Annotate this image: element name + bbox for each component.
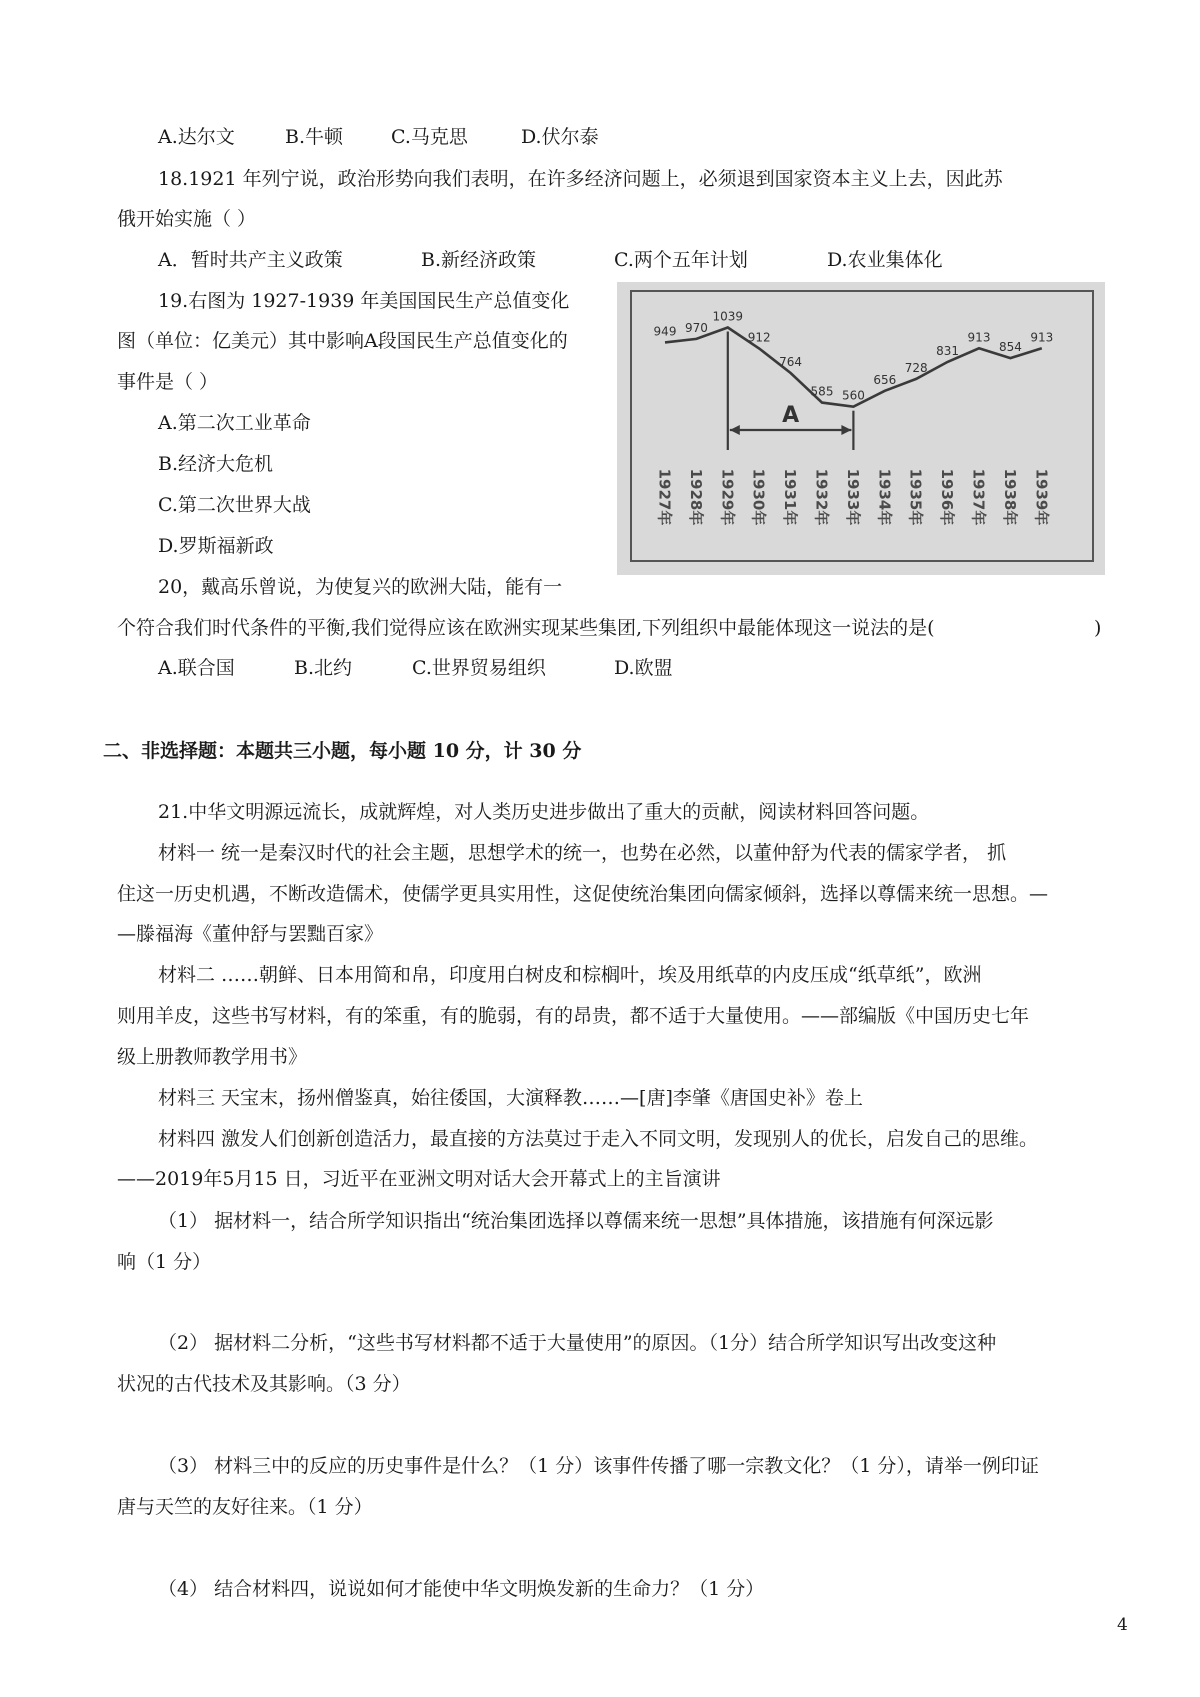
x-tick-label-9: 1936年: [938, 468, 957, 526]
data-label-2: 1039: [712, 309, 744, 324]
q20-stem-line1: 20，戴高乐曾说，为使复兴的欧洲大陆，能有一: [158, 576, 563, 598]
range-arrow-head-left: [730, 425, 740, 435]
q20-stem-line2: 个符合我们时代条件的平衡,我们觉得应该在欧洲实现某些集团,下列组织中最能体现这一说法的是(: [117, 617, 935, 639]
q18-stem-line2: 俄开始实施（ ）: [117, 208, 257, 230]
q21-material4-line1: 材料四 激发人们创新创造活力，最直接的方法莫过于走入不同文明，发现别人的优长，启发自己的思维。: [158, 1128, 1039, 1150]
q18-option-c: C.两个五年计划: [614, 249, 748, 271]
q21-material2-line1: 材料二 ……朝鲜、日本用简和帛，印度用白树皮和棕榈叶，埃及用纸草的内皮压成“纸草纸”，欧洲: [158, 964, 982, 986]
q21-subq2-line2: 状况的古代技术及其影响。（3 分）: [117, 1373, 411, 1395]
data-label-5: 585: [810, 384, 834, 399]
x-tick-label-8: 1935年: [906, 468, 925, 526]
q21-material1-line2: 住这一历史机遇，不断改造儒术，使儒学更具实用性，这促使统治集团向儒家倾斜，选择以尊儒来统一思想。—: [117, 883, 1049, 905]
q17-option-a: A.达尔文: [158, 126, 235, 148]
x-tick-label-6: 1933年: [843, 468, 862, 526]
data-label-10: 913: [967, 330, 991, 345]
x-tick-label-10: 1937年: [969, 468, 988, 526]
q21-material2-line2: 则用羊皮，这些书写材料，有的笨重，有的脆弱，有的昂贵，都不适于大量使用。——部编版《中国历史七年: [117, 1005, 1030, 1027]
q21-material1-line1: 材料一 统一是秦汉时代的社会主题，思想学术的统一，也势在必然，以董仲舒为代表的儒家学者， 抓: [158, 842, 1007, 864]
data-label-6: 560: [841, 388, 865, 403]
q20-option-a: A.联合国: [158, 657, 235, 679]
data-label-12: 913: [1030, 330, 1054, 345]
q21-subq3-line1: （3） 材料三中的反应的历史事件是什么？（1 分）该事件传播了哪一宗教文化？（1 分），请举一例印证: [158, 1455, 1039, 1477]
q19-option-b: B.经济大危机: [158, 453, 274, 475]
x-tick-label-0: 1927年: [655, 468, 674, 526]
data-label-11: 854: [998, 340, 1022, 355]
data-label-0: 949: [653, 324, 677, 339]
q18-stem-line1: 18.1921 年列宁说，政治形势向我们表明，在许多经济问题上，必须退到国家资本主义上去，因此苏: [158, 168, 1003, 190]
q21-subq1-line1: （1） 据材料一，结合所学知识指出“统治集团选择以尊儒来统一思想”具体措施，该措施有何深远影: [158, 1210, 994, 1232]
section2-heading: 二、非选择题：本题共三小题，每小题 10 分，计 30 分: [103, 740, 582, 762]
q21-subq2-line1: （2） 据材料二分析，“这些书写材料都不适于大量使用”的原因。（1分）结合所学知识写出改变这种: [158, 1332, 997, 1354]
q20-option-c: C.世界贸易组织: [412, 657, 546, 679]
q17-option-c: C.马克思: [391, 126, 468, 148]
q18-option-d: D.农业集体化: [827, 249, 943, 271]
x-tick-label-1: 1928年: [686, 468, 705, 526]
q20-option-d: D.欧盟: [614, 657, 673, 679]
data-label-9: 831: [936, 343, 960, 358]
q19-stem-line2: 图（单位：亿美元）其中影响A段国民生产总值变化的: [117, 330, 568, 352]
range-arrow-head-right: [841, 425, 851, 435]
q18-option-a: A．暂时共产主义政策: [158, 249, 343, 271]
x-tick-label-7: 1934年: [875, 468, 894, 526]
x-tick-label-4: 1931年: [781, 468, 800, 526]
x-tick-label-12: 1939年: [1032, 468, 1051, 526]
q21-subq1-line2: 响（1 分）: [117, 1251, 212, 1273]
q21-material4-line2: ——2019年5月15 日，习近平在亚洲文明对话大会开幕式上的主旨演讲: [117, 1168, 721, 1190]
data-label-7: 656: [873, 372, 897, 387]
x-tick-label-11: 1938年: [1000, 468, 1019, 526]
data-label-3: 912: [747, 330, 771, 345]
data-label-4: 764: [779, 354, 803, 369]
q21-subq3-line2: 唐与天竺的友好往来。（1 分）: [117, 1496, 373, 1518]
q19-option-c: C.第二次世界大战: [158, 494, 311, 516]
q21-subq4: （4） 结合材料四，说说如何才能使中华文明焕发新的生命力？（1 分）: [158, 1578, 765, 1600]
q20-answer-paren: ): [1094, 617, 1102, 639]
page-number: 4: [1117, 1615, 1128, 1635]
q19-stem-line1: 19.右图为 1927-1939 年美国国民生产总值变化: [158, 290, 570, 312]
gnp-chart-svg: [617, 282, 1105, 575]
q17-option-b: B.牛顿: [285, 126, 344, 148]
q19-option-a: A.第二次工业革命: [158, 412, 311, 434]
q21-stem: 21.中华文明源远流长，成就辉煌，对人类历史进步做出了重大的贡献，阅读材料回答问题。: [158, 801, 930, 823]
x-tick-label-3: 1930年: [749, 468, 768, 526]
x-tick-label-5: 1932年: [812, 468, 831, 526]
q19-option-d: D.罗斯福新政: [158, 535, 274, 557]
data-label-1: 970: [684, 320, 708, 335]
q21-material3: 材料三 天宝末，扬州僧鉴真，始往倭国，大演释教……—[唐]李肇《唐国史补》卷上: [158, 1087, 863, 1109]
range-label-a: A: [782, 403, 800, 428]
q21-material2-line3: 级上册教师教学用书》: [117, 1046, 308, 1068]
q20-option-b: B.北约: [294, 657, 353, 679]
q18-option-b: B.新经济政策: [421, 249, 537, 271]
data-label-8: 728: [904, 360, 928, 375]
q19-stem-line3: 事件是（ ）: [117, 371, 219, 393]
q21-material1-line3: —滕福海《董仲舒与罢黜百家》: [117, 923, 384, 945]
q17-option-d: D.伏尔泰: [521, 126, 599, 148]
gnp-line-chart: [617, 282, 1105, 575]
x-tick-label-2: 1929年: [718, 468, 737, 526]
